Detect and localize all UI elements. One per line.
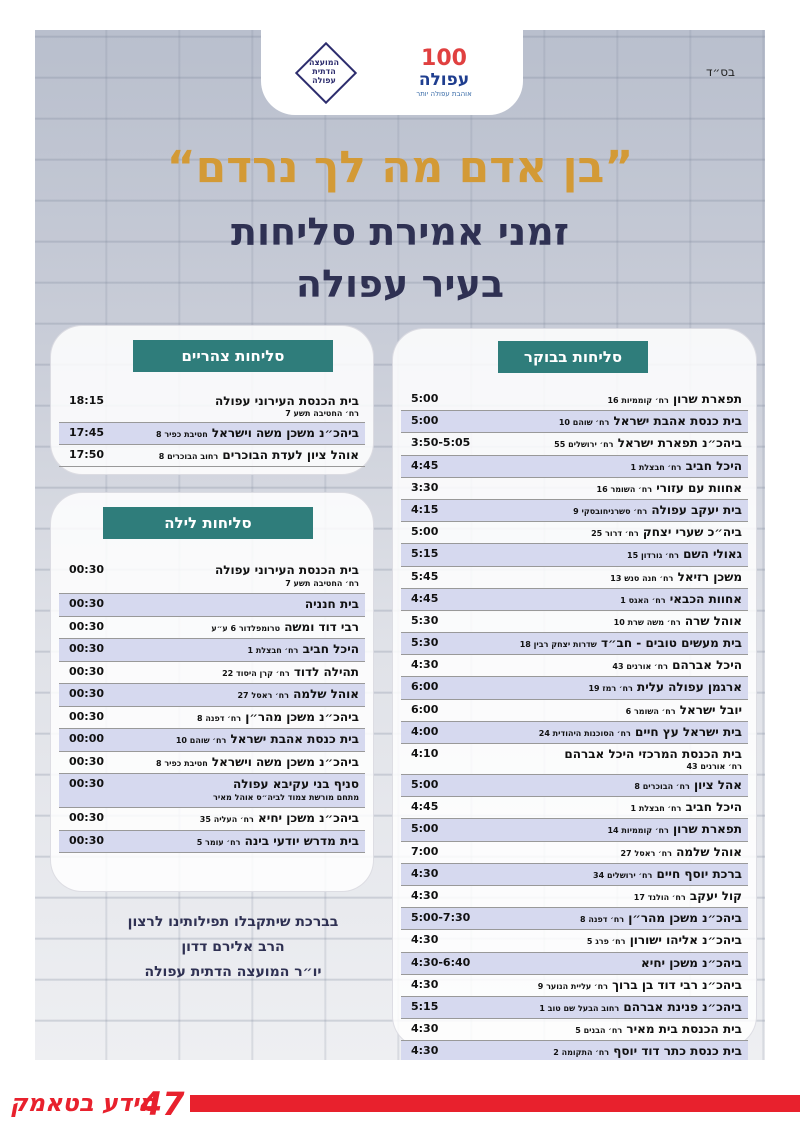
synagogue-name-text: קול יעקב xyxy=(689,888,742,903)
synagogue-name-text: בית כנסת כתר דוד יוסף xyxy=(613,1044,742,1059)
synagogue-name-text: ביהכ״נ תפארת ישראל xyxy=(617,436,742,451)
synagogue-name-text: בית חנניה xyxy=(304,597,359,611)
synagogue-address: רח׳ התקומה 2 xyxy=(553,1048,610,1058)
synagogue-name-text: ביהכ״נ רבי דוד בן ברוך xyxy=(612,977,742,992)
page-title-line1: זמני אמירת סליחות xyxy=(231,210,569,254)
night-header: סליחות לילה xyxy=(103,507,313,539)
selichot-time: 00:30 xyxy=(69,597,105,610)
night-row xyxy=(59,594,365,617)
morning-row xyxy=(401,655,748,677)
selichot-time: 5:15 xyxy=(411,999,439,1013)
selichot-time: 4:00 xyxy=(411,724,439,738)
synagogue-address: רחוב הבוכרים 8 xyxy=(158,452,219,461)
morning-row xyxy=(401,819,748,841)
synagogue-address: רח׳ שוהם 10 xyxy=(558,418,610,428)
synagogue-address: שדרות יצחק רבין 18 xyxy=(519,640,597,650)
synagogue-name xyxy=(607,392,742,406)
synagogue-address: רח׳ ירושלים 55 xyxy=(554,440,614,450)
selichot-time: 5:00 xyxy=(411,822,439,836)
morning-row xyxy=(401,700,748,722)
synagogue-address: מתחם מורשת צמוד לביה״ס אוהל מאיר xyxy=(213,792,359,802)
morning-row xyxy=(401,456,748,478)
selichot-time: 4:30 xyxy=(411,977,439,991)
synagogue-address: רח׳ קוממיות 14 xyxy=(607,826,669,836)
synagogue-name xyxy=(580,911,742,925)
synagogue-name xyxy=(200,811,359,825)
morning-row xyxy=(401,842,748,864)
night-row xyxy=(59,639,365,662)
synagogue-name-text: היכל חביב xyxy=(685,458,742,473)
selichot-time: 4:45 xyxy=(411,800,439,814)
selichot-time: 6:00 xyxy=(411,702,439,716)
synagogue-name xyxy=(575,1022,742,1036)
synagogue-address: רח׳ חנה סנש 13 xyxy=(610,573,674,583)
synagogue-name xyxy=(614,614,742,628)
synagogue-name xyxy=(539,725,742,739)
night-panel xyxy=(50,492,374,892)
footer-brand: מידע בטאמק xyxy=(10,1089,157,1117)
selichot-time: 4:45 xyxy=(411,591,439,605)
morning-row xyxy=(401,797,748,819)
synagogue-address: רח׳ עליית הנוער 9 xyxy=(537,981,608,991)
synagogue-name xyxy=(626,703,742,717)
selichot-time: 00:30 xyxy=(69,777,105,790)
morning-row xyxy=(401,522,748,544)
night-rows xyxy=(59,560,365,853)
synagogue-name-text: אוהל ציון לעדת הבוכרים xyxy=(222,448,359,462)
morning-row xyxy=(401,478,748,500)
synagogue-address: רח׳ ראסל 27 xyxy=(237,691,289,700)
selichot-time: 3:50-5:05 xyxy=(411,436,471,450)
synagogue-name xyxy=(554,436,742,450)
poster xyxy=(35,30,765,1060)
synagogue-address: רח׳ חבצלת 1 xyxy=(630,462,682,472)
synagogue-name-text: ביהכ״נ משכן יחיא xyxy=(258,811,359,825)
selichot-time: 00:30 xyxy=(69,664,105,678)
synagogue-name xyxy=(641,956,742,970)
synagogue-name-text: בית הכנסת העירוני עפולה xyxy=(214,394,359,408)
morning-header: סליחות בבוקר xyxy=(498,341,648,373)
selichot-time: 00:30 xyxy=(69,563,105,576)
page-footer xyxy=(0,1085,800,1121)
synagogue-address: רח׳ חבצלת 1 xyxy=(247,646,299,655)
night-row xyxy=(59,560,365,594)
selichot-time: 6:00 xyxy=(411,680,439,694)
morning-row xyxy=(401,997,748,1019)
night-row xyxy=(59,684,365,707)
noon-header: סליחות צהריים xyxy=(133,340,333,372)
synagogue-address: רח׳ העליה 35 xyxy=(199,815,254,824)
logo-tab xyxy=(261,30,523,115)
synagogue-name xyxy=(215,394,359,408)
synagogue-name xyxy=(176,732,359,746)
city-logo-subtitle: אוהבת עפולה יותר xyxy=(416,90,472,98)
synagogue-name xyxy=(159,448,359,462)
morning-row xyxy=(401,544,748,566)
morning-row xyxy=(401,722,748,744)
synagogue-address: רח׳ קוממיות 16 xyxy=(607,396,669,405)
noon-row xyxy=(59,423,365,445)
synagogue-name xyxy=(197,834,359,848)
synagogue-name xyxy=(211,620,359,634)
synagogue-name xyxy=(233,777,359,791)
synagogue-name-text: אחוות הכבאי xyxy=(669,591,742,606)
synagogue-name xyxy=(520,636,742,650)
synagogue-name xyxy=(591,525,742,539)
morning-row xyxy=(401,953,748,975)
synagogue-name-text: גאולי השם xyxy=(683,547,742,562)
synagogue-address: רח׳ חבצלת 1 xyxy=(630,804,682,814)
synagogue-name xyxy=(553,1044,742,1058)
night-row xyxy=(59,752,365,775)
selichot-time: 5:45 xyxy=(411,569,439,583)
synagogue-name-text: ביהכ״נ משכן יחיא xyxy=(641,955,742,970)
synagogue-name xyxy=(593,867,742,881)
synagogue-address: רח׳ דפנה 8 xyxy=(580,915,625,925)
synagogue-name-text: היכל אברהם xyxy=(672,658,742,673)
seal-text: המועצה הדתית עפולה xyxy=(308,58,340,85)
morning-row xyxy=(401,433,748,455)
synagogue-name-text: ביהכ״נ משכן משה וישראל xyxy=(211,754,359,769)
synagogue-name xyxy=(539,1000,742,1014)
synagogue-address: רח׳ החטיבה תשע 7 xyxy=(285,409,359,418)
synagogue-name-text: תפארת שרון xyxy=(673,392,742,406)
synagogue-name-text: בית כנסת אהבת ישראל xyxy=(230,732,359,746)
morning-rows xyxy=(401,389,748,1060)
synagogue-name xyxy=(305,597,359,611)
synagogue-address: רח׳ השומר 16 xyxy=(596,484,653,494)
selichot-time: 4:15 xyxy=(411,502,439,516)
synagogue-address: רח׳ שוהם 10 xyxy=(175,736,227,745)
synagogue-name-text: אהל ציון xyxy=(693,778,742,792)
morning-row xyxy=(401,775,748,797)
synagogue-name xyxy=(634,889,742,903)
synagogue-name xyxy=(156,755,359,769)
selichot-time: 4:30 xyxy=(411,658,439,672)
quote-headline: ”בן אדם מה לך נרדם“ xyxy=(166,142,634,193)
synagogue-address: רח׳ הולנד 17 xyxy=(633,892,686,902)
selichot-time: 00:30 xyxy=(69,642,105,655)
selichot-time: 00:30 xyxy=(69,619,105,633)
night-row xyxy=(59,617,365,640)
morning-row xyxy=(401,633,748,655)
selichot-time: 17:50 xyxy=(69,448,105,461)
selichot-time: 18:15 xyxy=(69,394,105,407)
religious-council-seal xyxy=(291,38,357,104)
synagogue-name-text: אוהל שרה xyxy=(684,613,742,628)
morning-row xyxy=(401,744,748,775)
selichot-time: 00:30 xyxy=(69,754,105,768)
synagogue-name xyxy=(634,778,742,792)
synagogue-name-text: בית הכנסת המרכזי היכל אברהם xyxy=(564,747,742,761)
synagogue-name-text: אוהל שלמה xyxy=(676,844,742,859)
synagogue-name xyxy=(156,426,359,440)
noon-rows xyxy=(59,391,365,467)
synagogue-name xyxy=(612,658,742,672)
synagogue-address: רח׳ משה שרת 10 xyxy=(613,617,681,627)
morning-row xyxy=(401,1019,748,1041)
synagogue-address: רח׳ השומר 6 xyxy=(625,706,676,716)
synagogue-name xyxy=(597,481,742,495)
synagogue-address: רח׳ דפנה 8 xyxy=(197,713,242,723)
synagogue-name-text: תהילה לדוד xyxy=(293,664,359,679)
city-logo-number: 100 xyxy=(421,46,467,71)
morning-row xyxy=(401,908,748,930)
synagogue-name-text: יובל ישראל xyxy=(679,702,742,717)
selichot-time: 5:00 xyxy=(411,778,439,791)
synagogue-name-text: בית יעקב עפולה xyxy=(651,502,742,517)
synagogue-name xyxy=(564,747,742,761)
synagogue-address: רח׳ עומר 5 xyxy=(196,837,241,847)
selichot-time: 5:30 xyxy=(411,613,439,627)
synagogue-name-text: בית הכנסת העירוני עפולה xyxy=(214,563,359,577)
synagogue-address: חטיבת כפיר 8 xyxy=(155,758,208,768)
selichot-time: 4:45 xyxy=(411,458,439,472)
selichot-time: 4:30 xyxy=(411,1044,439,1058)
synagogue-name-text: בית הכנסת בית מאיר xyxy=(626,1022,742,1037)
selichot-time: 4:10 xyxy=(411,747,439,760)
footer-red-bar xyxy=(190,1095,800,1112)
blessing-line2: הרב אלירם דדון xyxy=(181,939,285,955)
selichot-time: 5:15 xyxy=(411,547,439,561)
synagogue-name xyxy=(607,822,742,836)
synagogue-name xyxy=(627,547,742,561)
besd-mark: בס״ד xyxy=(705,65,735,79)
selichot-time: 5:00 xyxy=(411,525,439,539)
blessing-line3: יו״ר המועצה הדתית עפולה xyxy=(144,964,322,980)
selichot-time: 4:30 xyxy=(411,888,439,902)
synagogue-name-text: בית כנסת אהבת ישראל xyxy=(613,414,742,429)
synagogue-name-text: ביה״כ שערי יצחק xyxy=(642,525,742,540)
synagogue-name-text: ביהכ״נ אליהו ישורון xyxy=(629,933,742,948)
selichot-time: 7:00 xyxy=(411,844,439,858)
morning-row xyxy=(401,1041,748,1060)
synagogue-address: רח׳ קרן היסוד 22 xyxy=(222,668,290,678)
synagogue-name-text: היכל חביב xyxy=(685,800,742,815)
synagogue-name-text: בית מעשים טובים - חב״ד xyxy=(600,636,742,651)
synagogue-name-text: סניף בני עקיבא עפולה xyxy=(233,777,359,791)
synagogue-name-text: רבי דוד ומשה xyxy=(284,619,359,634)
selichot-time: 4:30 xyxy=(411,866,439,880)
morning-row xyxy=(401,886,748,908)
synagogue-address: רח׳ אורנים 43 xyxy=(686,762,742,772)
synagogue-address: רח׳ סשרניחובסקי 9 xyxy=(573,506,648,516)
selichot-time: 5:00 xyxy=(411,414,439,428)
synagogue-address: רח׳ הסוכנות היהודית 24 xyxy=(538,728,631,738)
selichot-time: 17:45 xyxy=(69,426,105,439)
synagogue-name xyxy=(222,665,359,679)
synagogue-name xyxy=(559,414,742,428)
synagogue-name xyxy=(620,592,742,606)
night-row xyxy=(59,774,365,808)
selichot-time: 5:30 xyxy=(411,636,439,650)
morning-row xyxy=(401,611,748,633)
synagogue-name xyxy=(538,978,742,992)
synagogue-name-text: תפארת שרון xyxy=(673,822,742,837)
selichot-time: 00:00 xyxy=(69,732,105,745)
page-number: 47 xyxy=(140,1085,185,1123)
synagogue-name xyxy=(588,680,742,694)
morning-row xyxy=(401,567,748,589)
synagogue-name xyxy=(197,710,359,724)
city-logo xyxy=(389,48,499,104)
synagogue-name xyxy=(630,800,742,814)
morning-row xyxy=(401,677,748,699)
synagogue-address: רח׳ ירושלים 34 xyxy=(593,870,653,880)
selichot-time: 00:30 xyxy=(69,709,105,723)
synagogue-name-text: היכל חביב xyxy=(302,642,359,656)
synagogue-address: רח׳ אורנים 43 xyxy=(612,662,668,672)
morning-panel xyxy=(392,328,757,1059)
morning-row xyxy=(401,975,748,997)
night-row xyxy=(59,808,365,831)
blessing-line1: בברכת שיתקבלו תפילותינו לרצון xyxy=(127,914,339,930)
night-row xyxy=(59,707,365,730)
morning-row xyxy=(401,389,748,411)
synagogue-name-text: בית ישראל עץ חיים xyxy=(634,724,742,739)
synagogue-name-text: משכן רזיאל xyxy=(677,569,742,584)
night-row xyxy=(59,729,365,752)
selichot-time: 00:30 xyxy=(69,687,105,700)
morning-row xyxy=(401,500,748,522)
synagogue-address: רח׳ ראסל 27 xyxy=(620,848,672,858)
synagogue-address: רחוב הבעל שם טוב 1 xyxy=(539,1003,620,1013)
synagogue-address: חטיבת כפיר 8 xyxy=(155,430,208,439)
synagogue-address: רח׳ האגס 1 xyxy=(620,595,666,605)
selichot-time: 00:30 xyxy=(69,811,105,824)
city-logo-name: עפולה xyxy=(418,70,470,90)
synagogue-name-text: ברכת יוסף חיים xyxy=(656,866,742,881)
synagogue-name xyxy=(247,642,359,656)
selichot-time: 4:30 xyxy=(411,933,439,947)
synagogue-address: רח׳ פרג 5 xyxy=(586,937,626,947)
synagogue-address: רח׳ הבוכרים 8 xyxy=(634,782,690,791)
synagogue-name xyxy=(620,845,742,859)
synagogue-address: רח׳ רמז 19 xyxy=(588,684,633,694)
morning-row xyxy=(401,864,748,886)
synagogue-address: רח׳ הבנים 5 xyxy=(575,1026,623,1036)
selichot-time: 00:30 xyxy=(69,833,105,847)
synagogue-name-text: בית מדרש יודעי בינה xyxy=(244,833,359,848)
selichot-time: 4:30 xyxy=(411,1022,439,1036)
synagogue-name xyxy=(610,570,742,584)
synagogue-name-text: ביהכ״נ משכן מהר״ן xyxy=(628,911,742,926)
selichot-time: 5:00 xyxy=(411,392,439,405)
morning-row xyxy=(401,589,748,611)
selichot-time: 3:30 xyxy=(411,480,439,494)
synagogue-name xyxy=(237,687,359,701)
page-title-line2: בעיר עפולה xyxy=(295,262,505,306)
noon-panel xyxy=(50,325,374,475)
synagogue-name xyxy=(215,563,359,577)
synagogue-name xyxy=(587,933,742,947)
selichot-time: 5:00-7:30 xyxy=(411,911,471,925)
synagogue-name-text: ביהכ״נ משכן מהר״ן xyxy=(245,709,359,724)
synagogue-address: רח׳ גורדון 15 xyxy=(627,551,679,561)
synagogue-name xyxy=(573,503,742,517)
synagogue-name-text: אחוות עם עזורי xyxy=(656,480,742,495)
night-row xyxy=(59,662,365,685)
blessing-block xyxy=(83,910,383,985)
morning-row xyxy=(401,411,748,433)
synagogue-name-text: ארגמן עפולה עלית xyxy=(637,680,742,695)
night-row xyxy=(59,831,365,854)
morning-row xyxy=(401,930,748,952)
synagogue-name-text: אוהל שלמה xyxy=(293,687,359,701)
noon-row xyxy=(59,391,365,423)
synagogue-name-text: ביהכ״נ משכן משה וישראל xyxy=(211,426,359,440)
noon-row xyxy=(59,445,365,467)
selichot-time: 4:30-6:40 xyxy=(411,955,471,969)
synagogue-address: טרומפלדור 6 ע״ע xyxy=(211,623,280,633)
synagogue-name xyxy=(630,459,742,473)
synagogue-address: רח׳ החטיבה תשע 7 xyxy=(285,578,359,588)
synagogue-name-text: ביהכ״נ פנינת אברהם xyxy=(623,999,742,1014)
synagogue-address: רח׳ דרור 25 xyxy=(591,529,639,539)
